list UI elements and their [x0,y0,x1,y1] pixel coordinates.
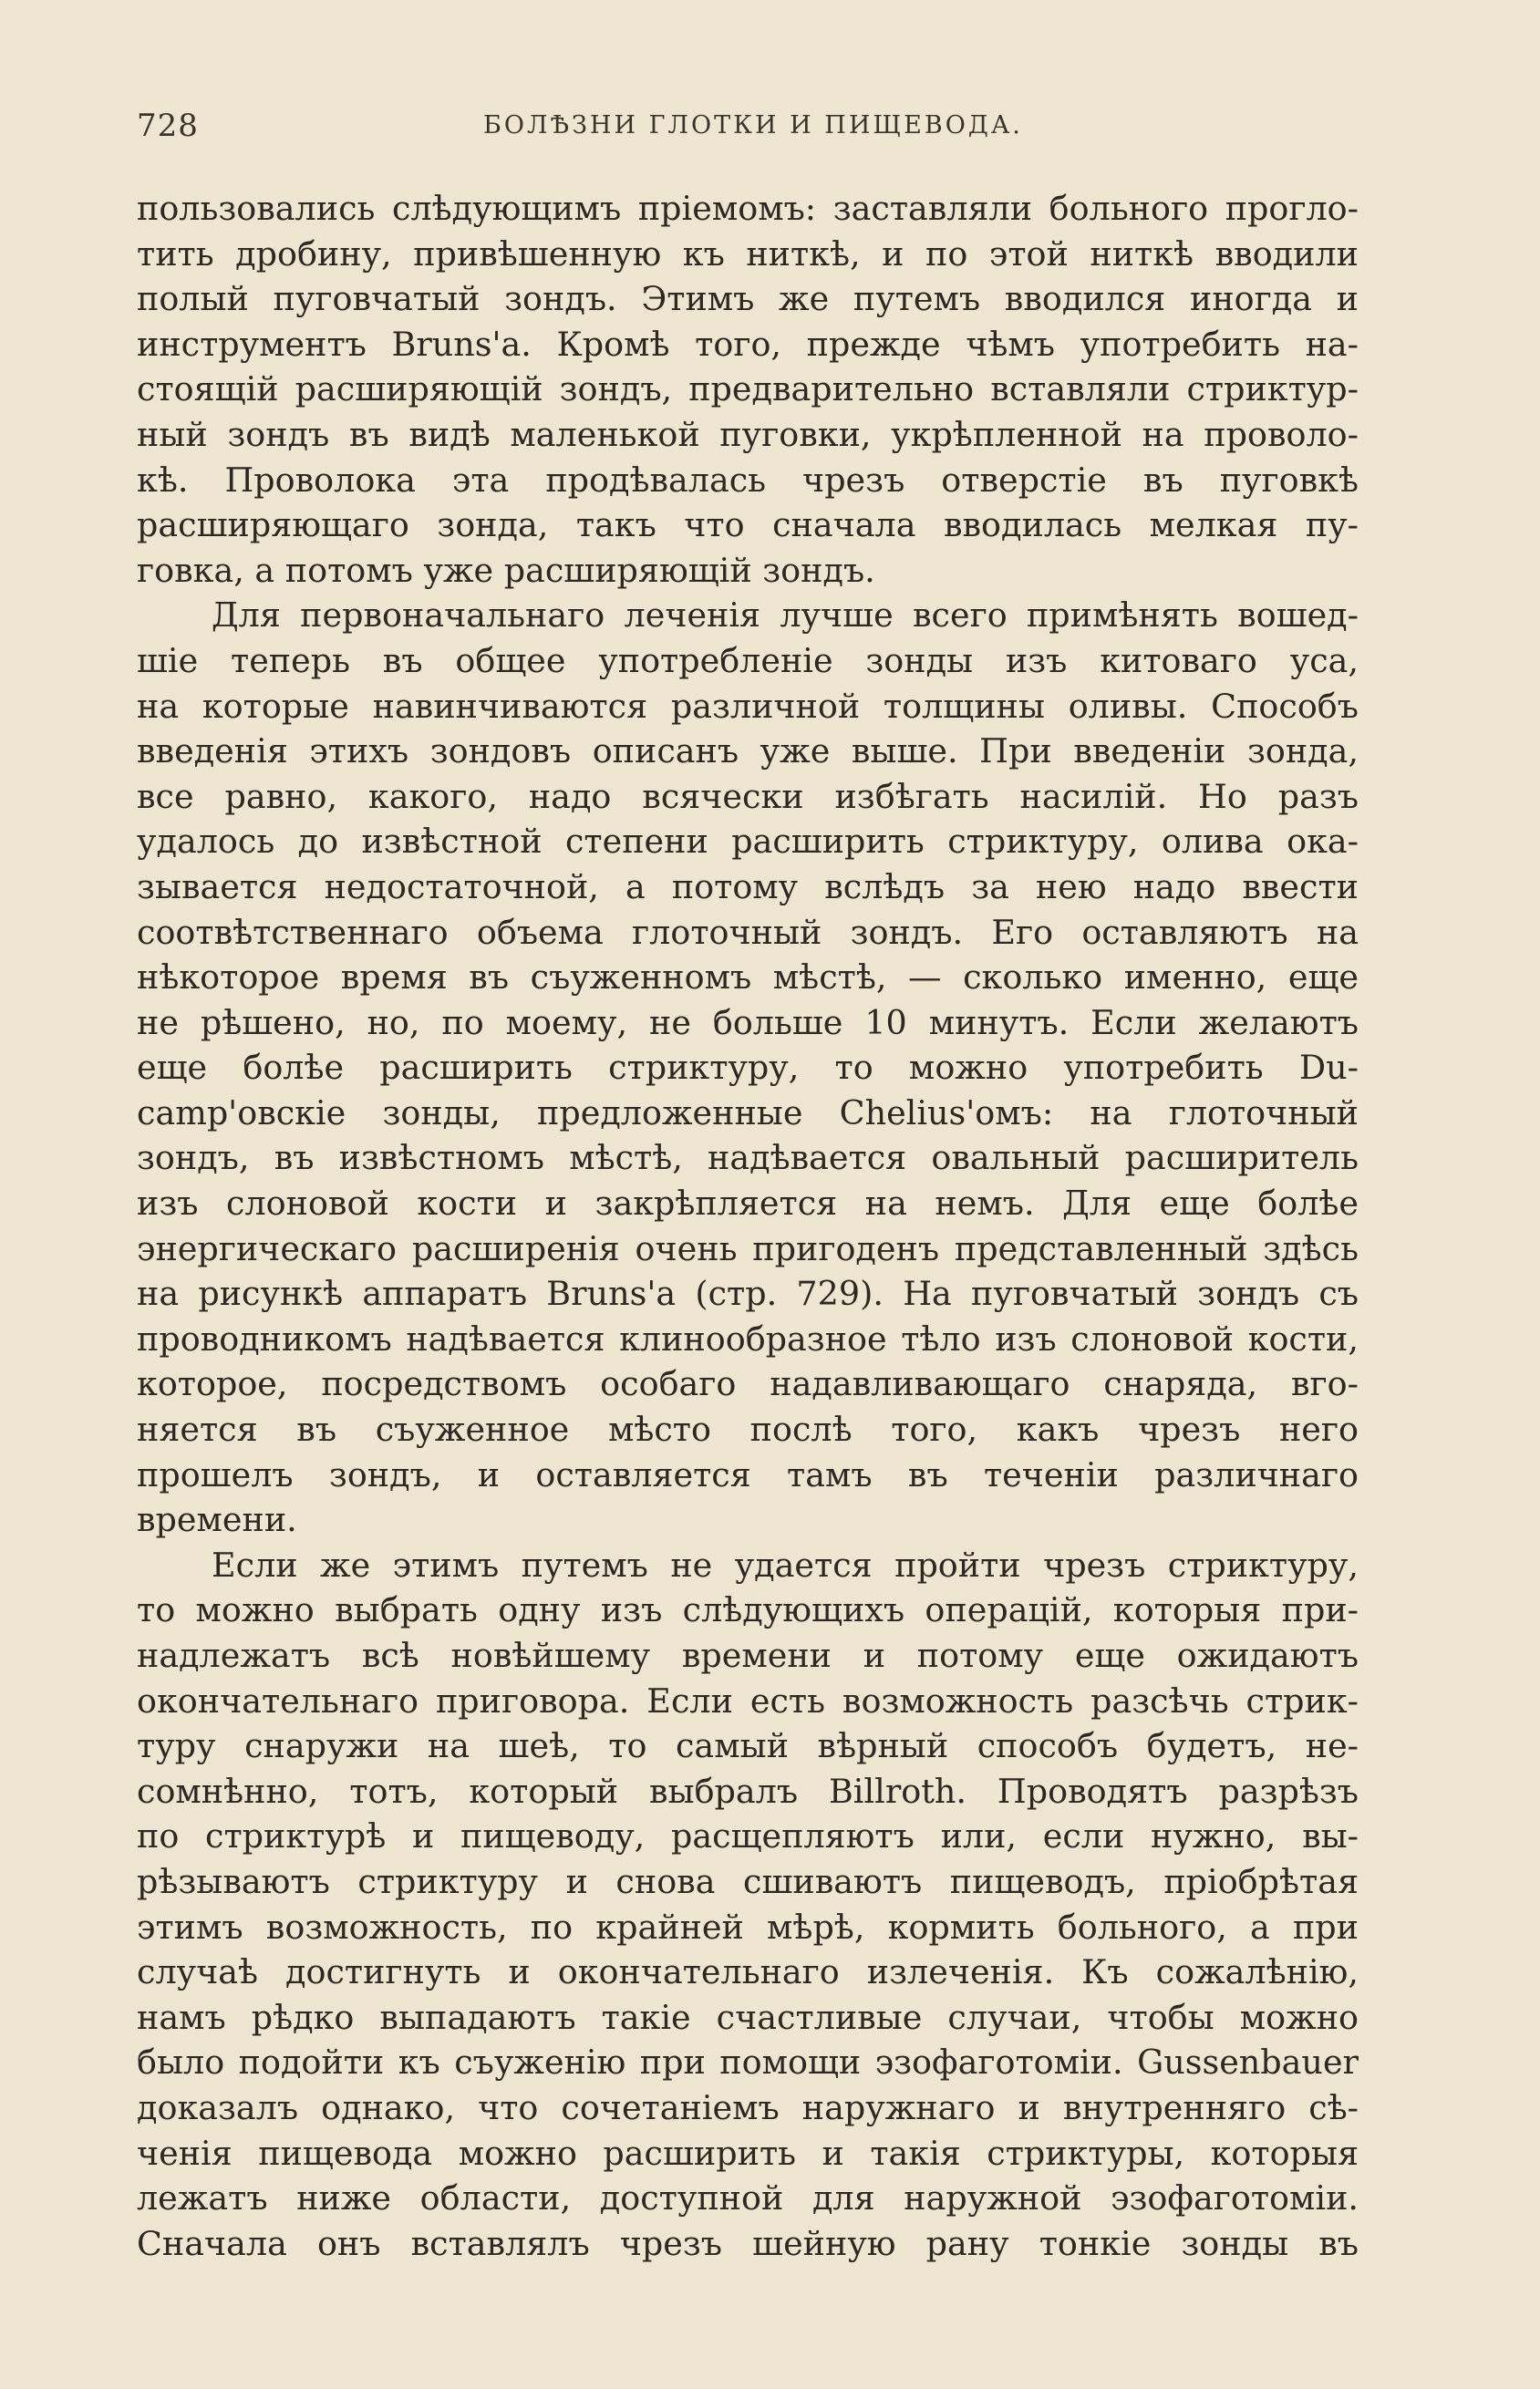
text-line: Сначала онъ вставлялъ чрезъ шейную рану тонкіе зонды въ [137,2223,1359,2263]
text-line: то можно выбрать одну изъ слѣдующихъ операцій, которыя при- [137,1590,1359,1630]
text-line: туру снаружи на шеѣ, то самый вѣрный способъ будетъ, не- [137,1726,1359,1766]
text-line: все равно, какого, надо всячески избѣгать насилій. Но разъ [137,776,1359,816]
text-line: зывается недостаточной, а потому вслѣдъ за нею надо ввести [137,866,1359,906]
text-line: ный зондъ въ видѣ маленькой пуговки, укрѣпленной на проволо- [137,414,1359,454]
text-line: доказалъ однако, что сочетаніемъ наружнаго и внутренняго сѣ- [137,2087,1359,2127]
text-line: времени. [137,1500,297,1540]
text-line: соотвѣтственнаго объема глоточный зондъ. Его оставляютъ на [137,912,1359,952]
text-line: шіе теперь въ общее употребленіе зонды изъ китоваго уса, [137,640,1359,680]
text-line: на которые навинчиваются различной толщины оливы. Способъ [137,686,1359,726]
text-line: было подойти къ съуженію при помощи эзофаготоміи. Gussenbauer [137,2043,1359,2083]
text-line: Для первоначальнаго леченія лучше всего примѣнять вошед- [212,595,1359,636]
text-line: этимъ возможность, по крайней мѣрѣ, кормить больного, а при [137,1907,1359,1947]
text-line: ченія пищевода можно расширить и такія стриктуры, которыя [137,2133,1359,2173]
body-text [137,186,1359,2266]
text-line: няется въ съуженное мѣсто послѣ того, какъ чрезъ него [137,1410,1359,1450]
page-header [137,108,1359,153]
text-line: проводникомъ надѣвается клинообразное тѣло изъ слоновой кости, [137,1319,1359,1359]
text-line: зондъ, въ извѣстномъ мѣстѣ, надѣвается овальный расширитель [137,1138,1359,1178]
text-line: не рѣшено, но, по моему, не больше 10 минутъ. Если желаютъ [137,1002,1359,1042]
text-line: удалось до извѣстной степени расширить стриктуру, олива ока- [137,822,1359,862]
page-number: 728 [137,108,199,144]
text-line: инструментъ Bruns'а. Кромѣ того, прежде чѣмъ употребить на- [137,324,1359,364]
text-line: надлежатъ всѣ новѣйшему времени и потому еще ожидаютъ [137,1636,1359,1675]
text-line: прошелъ зондъ, и оставляется тамъ въ теченіи различнаго [137,1454,1359,1494]
text-line: говка, а потомъ уже расширяющій зондъ. [137,550,875,590]
text-line: изъ слоновой кости и закрѣпляется на немъ. Для еще болѣе [137,1184,1359,1224]
text-line: по стриктурѣ и пищеводу, расщепляютъ или, если нужно, вы- [137,1816,1359,1856]
text-line: еще болѣе расширить стриктуру, то можно употребить Du- [137,1048,1359,1088]
text-line: нѣкоторое время въ съуженномъ мѣстѣ, — сколько именно, еще [137,957,1359,998]
running-title: БОЛѢЗНИ ГЛОТКИ И ПИЩЕВОДА. [483,111,1023,140]
text-line: рѣзываютъ стриктуру и снова сшиваютъ пищеводъ, пріобрѣтая [137,1861,1359,1901]
text-line: camp'овскіе зонды, предложенные Chelius'омъ: на глоточный [137,1092,1359,1132]
text-line: введенія этихъ зондовъ описанъ уже выше. При введеніи зонда, [137,731,1359,771]
text-line: лежатъ ниже области, доступной для наружной эзофаготоміи. [137,2178,1359,2218]
text-line: на рисункѣ аппаратъ Bruns'а (стр. 729). На пуговчатый зондъ съ [137,1274,1359,1314]
text-line: кѣ. Проволока эта продѣвалась чрезъ отверстіе въ пуговкѣ [137,460,1359,500]
text-line: полый пуговчатый зондъ. Этимъ же путемъ вводился иногда и [137,279,1359,319]
text-line: энергическаго расширенія очень пригоденъ представленный здѣсь [137,1228,1359,1268]
text-line: стоящій расширяющій зондъ, предварительно вставляли стриктур- [137,369,1359,409]
text-line: сомнѣнно, тотъ, который выбралъ Billroth. Проводятъ разрѣзъ [137,1771,1359,1811]
text-line: которое, посредствомъ особаго надавливающаго снаряда, вго- [137,1364,1359,1404]
text-line: пользовались слѣдующимъ пріемомъ: заставляли больного прогло- [137,189,1359,228]
text-line: Если же этимъ путемъ не удается пройти чрезъ стриктуру, [212,1545,1359,1585]
text-line: намъ рѣдко выпадаютъ такіе счастливые случаи, чтобы можно [137,1997,1359,2037]
text-line: расширяющаго зонда, такъ что сначала вводилась мелкая пу- [137,505,1359,545]
text-line: окончательнаго приговора. Если есть возможность разсѣчь стрик- [137,1681,1359,1721]
text-line: случаѣ достигнуть и окончательнаго излеченія. Къ сожалѣнію, [137,1952,1359,1992]
text-line: тить дробину, привѣшенную къ ниткѣ, и по этой ниткѣ вводили [137,233,1359,274]
